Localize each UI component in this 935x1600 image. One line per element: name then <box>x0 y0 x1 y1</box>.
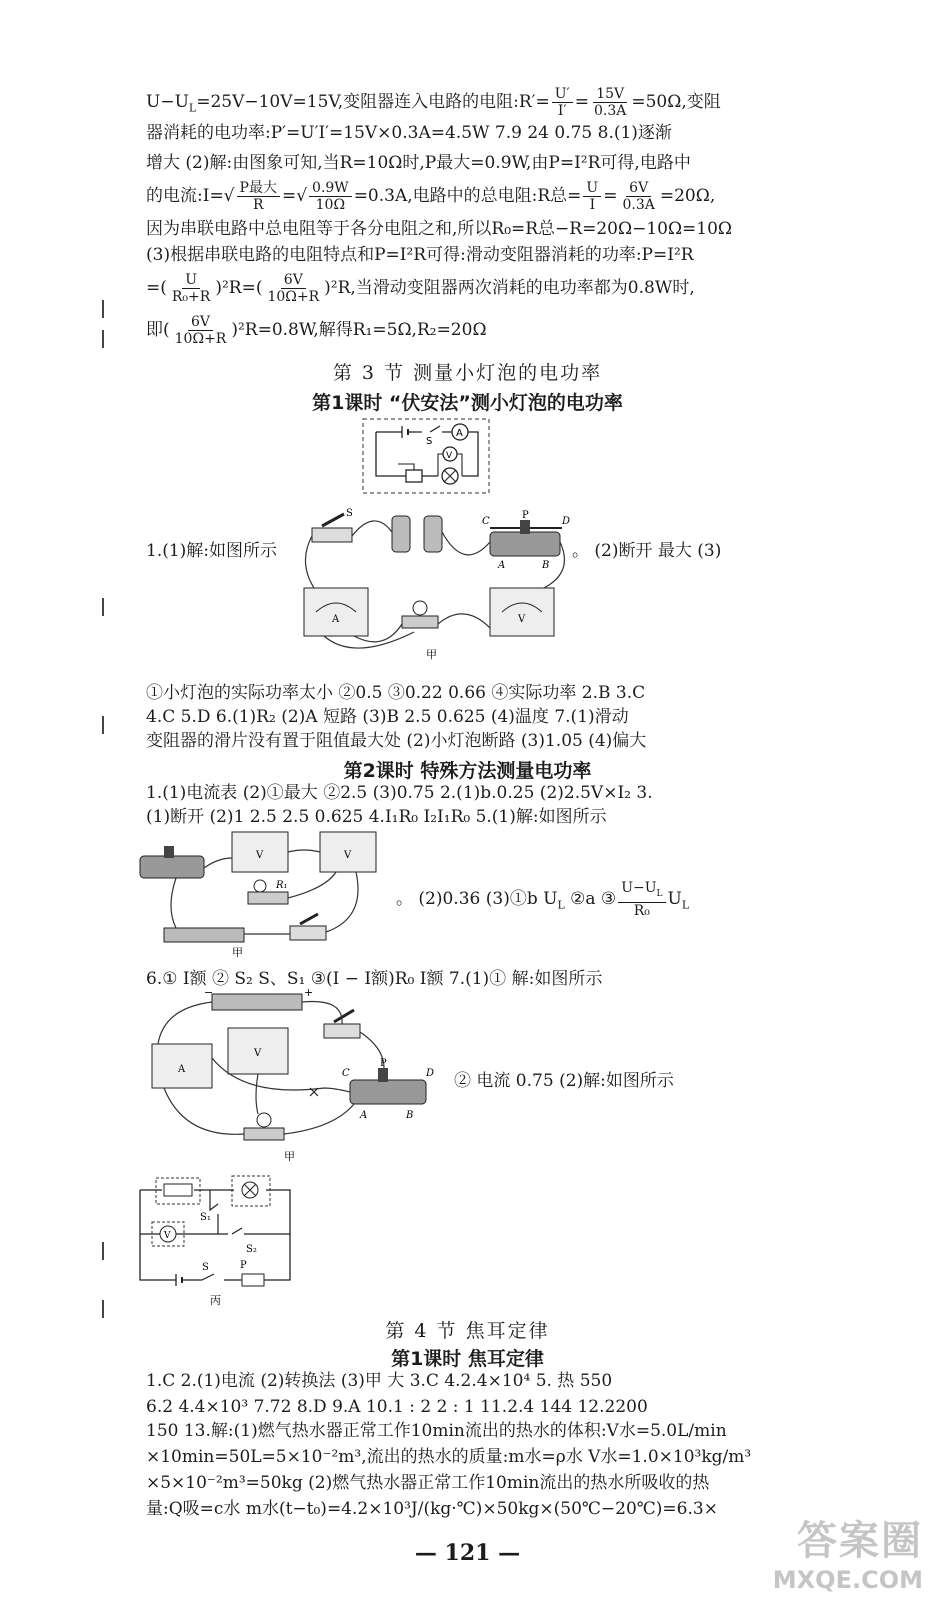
margin-mark <box>102 716 112 734</box>
ammeter <box>304 588 368 636</box>
text-line: 因为串联电路中总电阻等于各分电阻之和,所以R₀=R总−R=20Ω−10Ω=10Ω <box>146 219 733 239</box>
rheostat <box>140 856 204 878</box>
text: L <box>557 898 565 912</box>
watermark-text: 答案圈 <box>797 1518 923 1564</box>
label: B <box>542 560 550 571</box>
figure-label: 甲 <box>426 648 437 660</box>
label: − <box>204 988 214 999</box>
switch <box>290 926 326 940</box>
apparatus-drawing <box>136 828 392 960</box>
denominator: R₀+R <box>171 289 211 305</box>
numerator: P最大 <box>237 180 280 197</box>
fraction <box>619 180 657 213</box>
text-line <box>146 314 806 347</box>
fraction <box>583 180 601 213</box>
denominator: R₀ <box>633 902 650 919</box>
margin-mark <box>102 598 112 616</box>
text-line <box>146 86 806 119</box>
numerator: U <box>182 272 200 289</box>
text: 即( <box>146 320 170 340</box>
fraction <box>552 86 573 119</box>
text: L <box>188 101 197 115</box>
numerator: 6V <box>188 314 213 331</box>
text-line: 1.(1)电流表 (2)①最大 ②2.5 (3)0.75 2.(1)b.0.25 (2)2.5V×I₂ 3. <box>146 783 653 803</box>
switch <box>312 528 352 542</box>
apparatus-drawing <box>294 502 574 660</box>
label: A <box>178 1064 186 1075</box>
margin-mark <box>102 1242 112 1260</box>
text: =25V−10V=15V,变阻器连入电路的电阻:R′= <box>196 92 550 112</box>
text: =( <box>146 278 167 298</box>
text-line: 1.C 2.(1)电流 (2)转换法 (3)甲 大 3.C 4.2.4×10⁴ 5. 热 550 <box>146 1371 613 1391</box>
text-line: 。 (2)断开 最大 (3) <box>572 541 722 561</box>
circuit-diagram <box>132 1170 302 1308</box>
battery-box <box>212 994 302 1010</box>
label: V <box>256 850 264 861</box>
denominator: 0.3A <box>622 197 655 213</box>
fraction <box>237 180 280 213</box>
text: = <box>603 186 618 206</box>
text-line: 150 13.解:(1)燃气热水器正常工作10min流出的热水的体积:V水=5.0L/min <box>146 1421 727 1441</box>
text-line <box>146 180 806 213</box>
margin-mark <box>102 300 112 318</box>
label: A <box>456 428 463 439</box>
text: =50Ω,变阻 <box>631 92 721 112</box>
label: V <box>518 614 526 625</box>
label: S <box>202 1262 209 1273</box>
switch <box>324 1024 360 1038</box>
label: A <box>332 614 340 625</box>
text-line: 变阻器的滑片没有置于阻值最大处 (2)小灯泡断路 (3)1.05 (4)偏大 <box>146 731 647 751</box>
label: D <box>562 516 571 527</box>
text-line: 量:Q吸=c水 m水(t−t₀)=4.2×10³J/(kg·℃)×50kg×(50℃−20℃)=6.3× <box>146 1499 718 1519</box>
text-line <box>396 880 796 919</box>
text-line: (3)根据串联电路的电阻特点和P=I²R可得:滑动变阻器消耗的功率:P=I²R <box>146 245 694 265</box>
text: U−U <box>621 880 657 896</box>
text-line: (1)断开 (2)1 2.5 2.5 0.625 4.I₁R₀ I₂I₁R₀ 5.(1)解:如图所示 <box>146 807 607 827</box>
text-line: ×5×10⁻²m³=50kg (2)燃气热水器正常工作10min流出的热水所吸收的热 <box>146 1473 710 1493</box>
figure-label: 甲 <box>284 1150 295 1163</box>
numerator: 0.9W <box>309 180 352 197</box>
label: V <box>446 451 453 461</box>
label: S₂ <box>246 1244 257 1255</box>
label: R₁ <box>276 880 288 891</box>
label: A <box>360 1110 368 1121</box>
numerator: 6V <box>281 272 306 289</box>
denominator: 0.3A <box>593 103 627 119</box>
rheostat <box>490 532 560 556</box>
text: 的电流:I=√ <box>146 186 235 206</box>
battery <box>392 516 410 552</box>
lamp-holder <box>402 616 438 628</box>
rheostat-symbol <box>242 1274 264 1286</box>
text-line: 增大 (2)解:由图象可知,当R=10Ω时,P最大=0.9W,由P=I²R可得,电路中 <box>146 153 691 173</box>
label: V <box>344 850 352 861</box>
label: S₁ <box>200 1212 211 1223</box>
text-line: ①小灯泡的实际功率太小 ②0.5 ③0.22 0.66 ④实际功率 2.B 3.C <box>146 683 646 703</box>
fraction <box>309 180 352 213</box>
lamp <box>254 880 266 892</box>
voltmeter <box>490 588 554 636</box>
label: S <box>426 436 433 447</box>
lamp-holder <box>248 892 288 904</box>
text: L <box>681 898 690 912</box>
slider <box>520 520 530 534</box>
text: U−U <box>146 92 189 112</box>
text-line: 1.(1)解:如图所示 <box>146 541 278 561</box>
figure-label: 甲 <box>232 946 243 959</box>
battery-box <box>164 928 244 942</box>
label: D <box>426 1068 435 1079</box>
text-line: 6.2 4.4×10³ 7.72 8.D 9.A 10.1 : 2 2 : 1 11.2.4 144 12.2200 <box>146 1397 648 1417</box>
label: S <box>346 508 353 519</box>
rheostat <box>350 1080 426 1104</box>
apparatus-drawing <box>144 988 444 1164</box>
label: V <box>254 1048 262 1059</box>
numerator: 15V <box>593 86 627 103</box>
lesson-title: 第1课时 焦耳定律 <box>391 1348 544 1370</box>
text: U <box>667 888 682 909</box>
label: P <box>522 510 529 521</box>
watermark <box>773 1509 923 1594</box>
text: L <box>656 888 663 899</box>
label: V <box>164 1231 171 1241</box>
text: )²R,当滑动变阻器两次消耗的电功率都为0.8W时, <box>324 278 695 298</box>
numerator: 6V <box>626 180 651 197</box>
text: =20Ω, <box>659 186 716 206</box>
denominator: 10Ω+R <box>174 331 227 347</box>
text: =0.3A,电路中的总电阻:R总= <box>353 186 582 206</box>
denominator: 10Ω <box>315 197 346 213</box>
text: )²R=0.8W,解得R₁=5Ω,R₂=20Ω <box>231 320 487 340</box>
text: )²R=( <box>215 278 263 298</box>
lamp <box>257 1113 271 1127</box>
denominator: 10Ω+R <box>267 289 320 305</box>
resistor-symbol <box>164 1184 192 1196</box>
page-number: — 121 — <box>414 1540 521 1566</box>
text-line: 器消耗的电功率:P′=U′I′=15V×0.3A=4.5W 7.9 24 0.75 8.(1)逐渐 <box>146 123 672 143</box>
text-line <box>146 272 806 305</box>
text-line: ×10min=50L=5×10⁻²m³,流出的热水的质量:m水=ρ水 V水=1.0×10³kg/m³ <box>146 1447 752 1467</box>
dashed-frame <box>363 419 489 493</box>
text-line: 6.① I额 ② S₂ S、S₁ ③(I − I额)R₀ I额 7.(1)① 解:如图所示 <box>146 969 603 989</box>
margin-mark <box>102 330 112 348</box>
label: C <box>482 516 490 527</box>
denominator: I′ <box>557 103 567 119</box>
text-line: 4.C 5.D 6.(1)R₂ (2)A 短路 (3)B 2.5 0.625 (4)温度 7.(1)滑动 <box>146 707 629 727</box>
text: = <box>574 92 589 112</box>
figure-label: 丙 <box>210 1294 221 1307</box>
denominator: R <box>252 197 264 213</box>
circuit-diagram <box>362 418 490 494</box>
fraction <box>172 314 230 347</box>
label: C <box>342 1068 350 1079</box>
slider <box>378 1068 388 1082</box>
section-title: 第 4 节 焦耳定律 <box>385 1320 550 1342</box>
section-title: 第 3 节 测量小灯泡的电功率 <box>332 362 603 384</box>
lamp <box>413 601 427 615</box>
slider <box>164 846 174 858</box>
text-line: ② 电流 0.75 (2)解:如图所示 <box>454 1071 674 1091</box>
lesson-title: 第1课时 “伏安法”测小灯泡的电功率 <box>312 392 623 414</box>
label: P <box>240 1260 247 1271</box>
fraction <box>591 86 629 119</box>
denominator: I <box>589 197 596 213</box>
fraction <box>618 880 665 919</box>
battery <box>424 516 442 552</box>
text: =√ <box>281 186 308 206</box>
fraction <box>264 272 322 305</box>
lamp-holder <box>244 1128 284 1140</box>
text: ②a ③ <box>564 888 617 909</box>
label: A <box>498 560 506 571</box>
label: B <box>406 1110 414 1121</box>
numerator <box>618 880 665 903</box>
label: P <box>380 1058 387 1069</box>
numerator: U′ <box>552 86 573 103</box>
fraction <box>169 272 213 305</box>
rheostat-symbol <box>406 470 422 482</box>
numerator: U <box>583 180 601 197</box>
text: 。 (2)0.36 (3)①b U <box>396 888 558 909</box>
label: + <box>304 988 314 999</box>
watermark-text: MXQE.COM <box>772 1566 923 1594</box>
lesson-title: 第2课时 特殊方法测量电功率 <box>343 760 592 782</box>
